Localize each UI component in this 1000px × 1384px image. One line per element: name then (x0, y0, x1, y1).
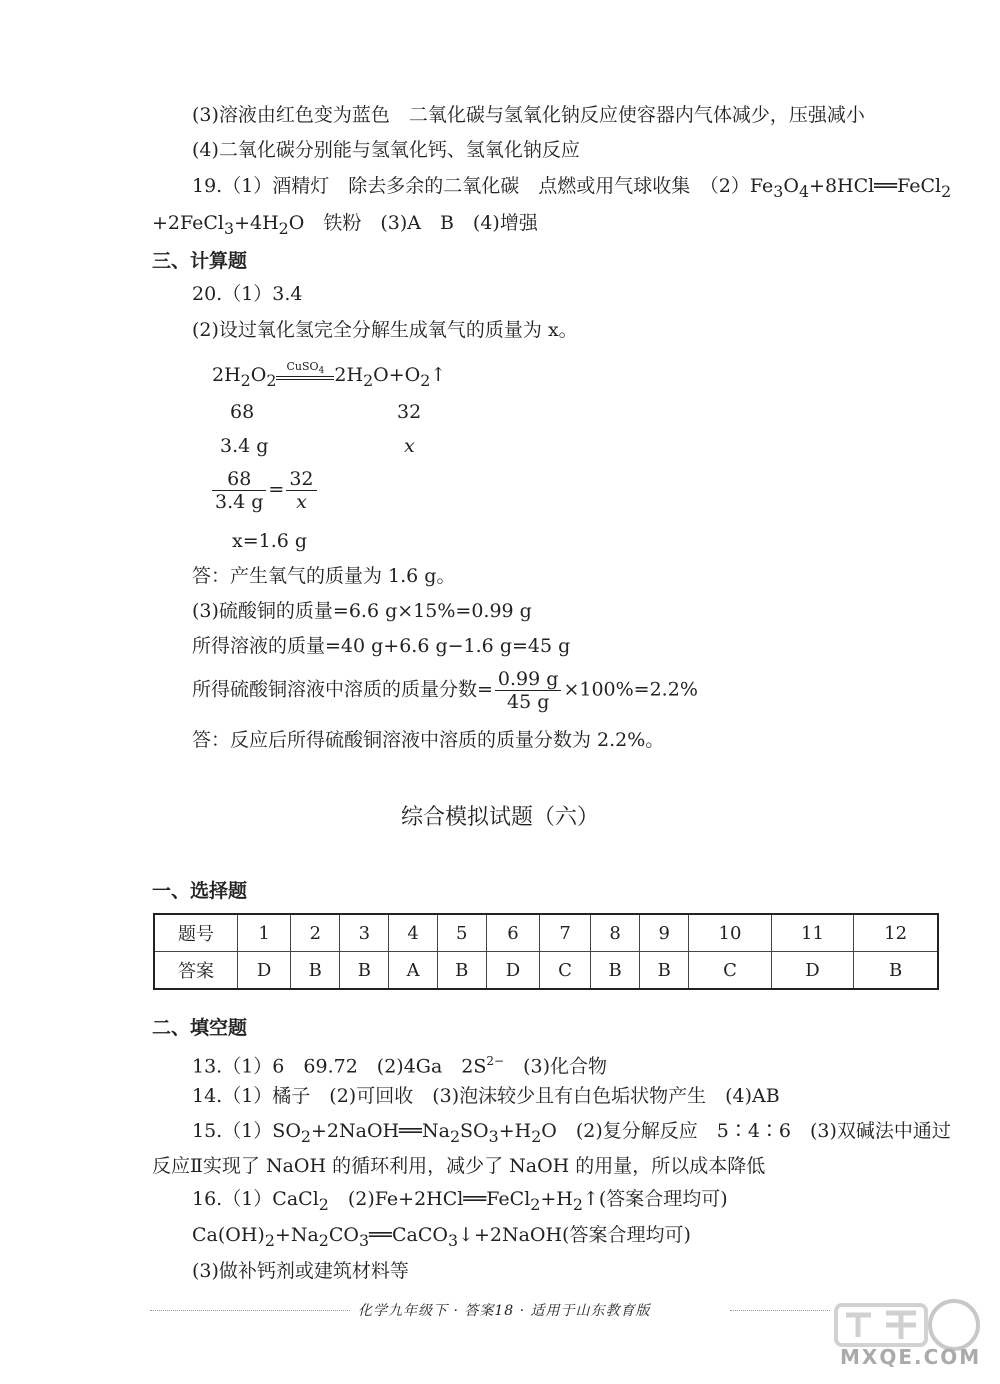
table-cell: 7 (540, 914, 591, 952)
mass-h2o2: 3.4 g (220, 435, 269, 457)
table-cell: 12 (854, 914, 938, 952)
footer-text: 化学九年级下 · 答案18 · 适用于山东教育版 (358, 1303, 651, 1319)
answer-mass-fraction: 答：反应后所得硫酸铜溶液中溶质的质量分数为 2.2%。 (192, 729, 665, 751)
watermark-text: MXQE.COM (840, 1345, 982, 1369)
answer-20-3-line3: 所得硫酸铜溶液中溶质的质量分数= $\frac{0.99 g}{45 g}$ ×100%=2.2% (192, 668, 698, 713)
table-cell: B (854, 952, 938, 990)
table-cell: A (389, 952, 437, 990)
page-title: 综合模拟试题（六） (400, 805, 599, 830)
answer-14: 14.（1）橘子 (2)可回收 (3)泡沫较少且有白色垢状物产生 (4)AB (192, 1085, 780, 1107)
answer-13: 13.（1）6 69.72 (2)4Ga $2S^{2-}$ (3)化合物 (192, 1054, 608, 1078)
table-cell: C (689, 952, 771, 990)
answer-20-3-line2: 所得溶液的质量=40 g+6.6 g−1.6 g=45 g (192, 635, 571, 657)
footer-divider-right (730, 1310, 830, 1311)
table-cell: 9 (640, 914, 689, 952)
answer-16-line1: 16.（1）CaCl$_2$ $(2)Fe+2HCl══FeCl_2+H_2↑$(答案合理均可) (192, 1188, 728, 1214)
table-cell: C (540, 952, 591, 990)
footer-divider-left (150, 1310, 350, 1311)
table-cell: 11 (771, 914, 853, 952)
answer-20-1: 20.（1）3.4 (192, 283, 303, 305)
table-row-numbers (154, 914, 938, 952)
table-cell: 6 (486, 914, 539, 952)
table-header-answer: 答案 (154, 952, 238, 990)
answer-16-line3: (3)做补钙剂或建筑材料等 (192, 1260, 409, 1282)
answer-20-2: (2)设过氧化氢完全分解生成氧气的质量为 x。 (192, 319, 578, 341)
table-cell: B (291, 952, 340, 990)
table-cell: 5 (437, 914, 486, 952)
mass-o2-variable: x (404, 435, 415, 457)
section-heading-choice: 一、选择题 (152, 880, 248, 902)
table-cell: 4 (389, 914, 437, 952)
x-result: x=1.6 g (232, 530, 308, 552)
answer-15-line2: 反应Ⅱ实现了 NaOH 的循环利用，减少了 NaOH 的用量，所以成本降低 (152, 1155, 766, 1177)
table-cell: 8 (591, 914, 640, 952)
proportion-equation: $\frac{68}{3.4 g}$ = $\frac{32}{x}$ (210, 468, 319, 513)
table-cell: 10 (689, 914, 771, 952)
molar-mass-o2: 32 (397, 401, 422, 423)
chemical-equation: $2H_2O_2$ CuSO$_4$ $2H_2O+O_2↑$ (212, 360, 447, 390)
answer-18-4: (4)二氧化碳分别能与氢氧化钙、氢氧化钠反应 (192, 139, 580, 161)
table-header-number: 题号 (154, 914, 238, 952)
table-cell: D (486, 952, 539, 990)
section-heading-fill-blank: 二、填空题 (152, 1017, 248, 1039)
answer-19-line2: $+2FeCl_3+4H_2O$ 铁粉 (3)A B (4)增强 (152, 212, 538, 238)
table-row-answers (154, 952, 938, 990)
molar-mass-h2o2: 68 (230, 401, 255, 423)
table-cell: B (640, 952, 689, 990)
answer-table (153, 913, 939, 990)
answer-18-3: (3)溶液由红色变为蓝色 二氧化碳与氢氧化钠反应使容器内气体减少，压强减小 (192, 104, 865, 126)
table-cell: B (340, 952, 389, 990)
answer-16-line2: $Ca(OH)_2+Na_2CO_3══CaCO_3↓+2NaOH$(答案合理均可) (192, 1224, 691, 1250)
table-cell: B (591, 952, 640, 990)
answer-20-3-line1: (3)硫酸铜的质量=6.6 g×15%=0.99 g (192, 600, 532, 622)
table-cell: B (437, 952, 486, 990)
section-heading-calculation: 三、计算题 (152, 250, 248, 272)
table-cell: 2 (291, 914, 340, 952)
answer-15-line1: $15.(1)SO_2+2NaOH══Na_2SO_3+H_2O$ (2)复分解反应 5∶4∶6 (3)双碱法中通过 (192, 1120, 951, 1146)
table-cell: 1 (238, 914, 291, 952)
table-cell: D (771, 952, 853, 990)
answer-oxygen-mass: 答：产生氧气的质量为 1.6 g。 (192, 565, 456, 587)
table-cell: D (238, 952, 291, 990)
answer-19-line1: 19.（1）酒精灯 除去多余的二氧化碳 点燃或用气球收集 $(2)Fe_3O_4+8HCl══FeCl_2$ (192, 175, 952, 201)
page-footer (150, 1300, 850, 1320)
table-cell: 3 (340, 914, 389, 952)
